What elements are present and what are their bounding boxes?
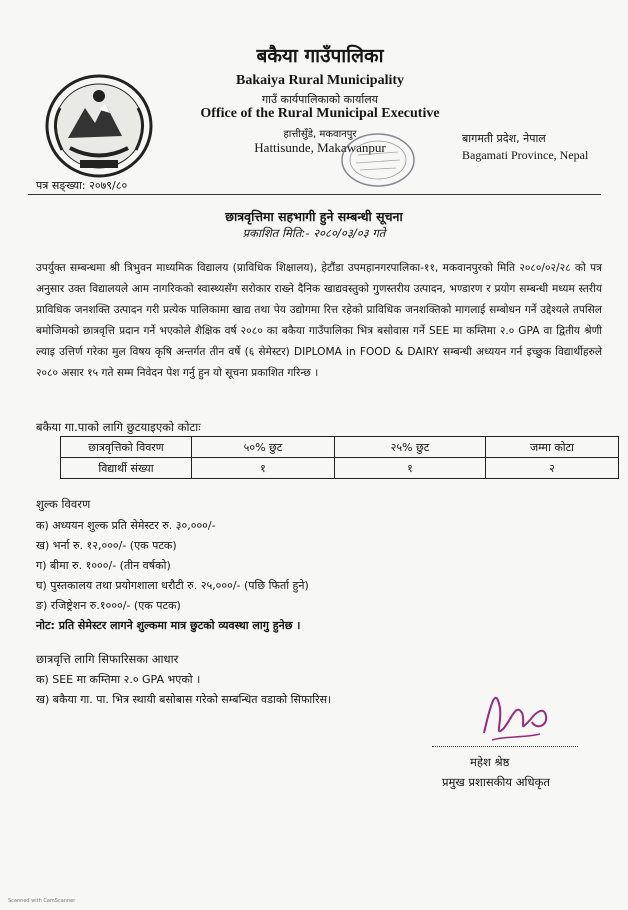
province-english: Bagamati Province, Nepal <box>462 148 589 162</box>
table-header-cell: ५०% छुट <box>192 437 335 458</box>
scanner-watermark: Scanned with CamScanner <box>8 898 76 904</box>
fee-item: क) अध्ययन शुल्क प्रति सेमेस्टर रु. ३०,०००/- <box>36 519 216 532</box>
header-divider <box>28 194 601 195</box>
table-header-cell: २५% छुट <box>335 437 486 458</box>
fee-item: ख) भर्ना रु. १२,०००/- (एक पटक) <box>36 539 177 552</box>
office-name-english: Office of the Rural Municipal Executive <box>200 106 440 121</box>
reference-number <box>36 178 127 193</box>
signatory-title: प्रमुख प्रशासकीय अधिकृत <box>442 775 550 789</box>
recommendation-heading: छात्रवृत्ति लागि सिफारिसका आधार <box>36 652 179 666</box>
signature-line <box>432 746 578 747</box>
signatory-name: महेश श्रेष्ठ <box>470 755 510 769</box>
table-cell: १ <box>335 458 486 479</box>
fee-item: घ) पुस्तकालय तथा प्रयोगशाला धरौटी रु. २५,०००/- (पछि फिर्ता हुने) <box>36 579 309 592</box>
table-cell: २ <box>486 458 619 479</box>
table-header-cell: छात्रवृत्तिको विवरण <box>61 437 192 458</box>
nepal-emblem-icon <box>40 68 158 180</box>
reference-value: २०७९/८० <box>89 179 128 192</box>
notice-date: प्रकाशित मिति:- २०८०/०३/०३ गते <box>242 226 386 240</box>
municipality-name-english: Bakaiya Rural Municipality <box>235 73 405 88</box>
handwritten-signature-icon <box>474 678 554 748</box>
fee-item: ग) बीमा रु. १०००/- (तीन वर्षको) <box>36 559 171 572</box>
fee-item: ङ) रजिष्ट्रेशन रु.१०००/- (एक पटक) <box>36 599 181 612</box>
table-cell: विद्यार्थी संख्या <box>61 458 192 479</box>
address-nepali: हात्तीसुँडे, मकवानपुर <box>283 129 357 140</box>
table-row <box>61 458 619 479</box>
quota-heading: बकैया गा.पाको लागि छुटयाइएको कोटाः <box>36 420 201 434</box>
municipality-name-nepali: बकैया गाउँपालिका <box>256 45 384 67</box>
recommendation-item: ख) बकैया गा. पा. भित्र स्थायी बसोबास गरेको सम्बन्धित वडाको सिफारिस। <box>36 693 332 706</box>
table-cell: १ <box>192 458 335 479</box>
fee-heading: शुल्क विवरण <box>36 497 91 511</box>
recommendation-item: क) SEE मा कम्तिमा २.० GPA भएको । <box>36 673 201 686</box>
notice-body: उपर्युक्त सम्बन्धमा श्री त्रिभुवन माध्यमिक विद्यालय (प्राविधिक शिक्षालय), हेटौंडा उपमहानगरपालिका-११, मकवानपुरको मिति २०८०/०२/२८ को पत्र अनुसार उक्त विद्यालयले आम नागरिकको स्वास्थ्यसँग सरोकार राख्ने दैनिक खाद्यवस्तुको गुणस्तरीय उत्पादन, भण्डारण र प्रयोग सम्बन्धी मध्यम स्तरीय प्राविधिक जनशक्ति उत्पादन गरी प्रत्येक पालिकामा खाद्य तथा पेय उद्योगमा रित्त रहेको प्राविधिक जनशक्तिको मागलाई सम्बोधन गर्ने उद्देश्यले तपसिल बमोजिमको छात्रवृत्ति प्रदान गर्ने भएकोले शैक्षिक वर्ष २०८० का बकैया गाउँपालिका भित्र बसोवास गर्ने SEE मा कम्तिमा २.० GPA वा द्वितीय श्रेणी ल्याइ उत्तिर्ण गरेका मुल विषय कृषि अन्तर्गत तीन वर्षे (६ सेमेस्टर) DIPLOMA in FOOD & DAIRY सम्बन्धी अध्ययन गर्न इच्छुक विद्यार्थीहरुले २०८० असार १५ गते सम्म निवेदन पेश गर्नु हुन यो सूचना प्रकाशित गरिन्छ । <box>36 262 602 379</box>
fee-note: नोट: प्रति सेमेस्टर लागने शुल्कमा मात्र छुटको व्यवस्था लागु हुनेछ । <box>36 619 301 632</box>
province-nepali: बागमती प्रदेश, नेपाल <box>462 132 546 145</box>
quota-table <box>60 436 619 479</box>
table-row <box>61 437 619 458</box>
office-seal-icon <box>338 130 418 190</box>
address-english: Hattisunde, Makawanpur <box>254 140 386 155</box>
office-name-nepali: गाउँ कार्यपालिकाको कार्यालय <box>261 93 379 106</box>
table-header-cell: जम्मा कोटा <box>486 437 619 458</box>
notice-title: छात्रवृत्तिमा सहभागी हुने सम्बन्धी सूचना <box>225 209 403 224</box>
reference-label: पत्र सङ्ख्या: <box>36 179 86 192</box>
